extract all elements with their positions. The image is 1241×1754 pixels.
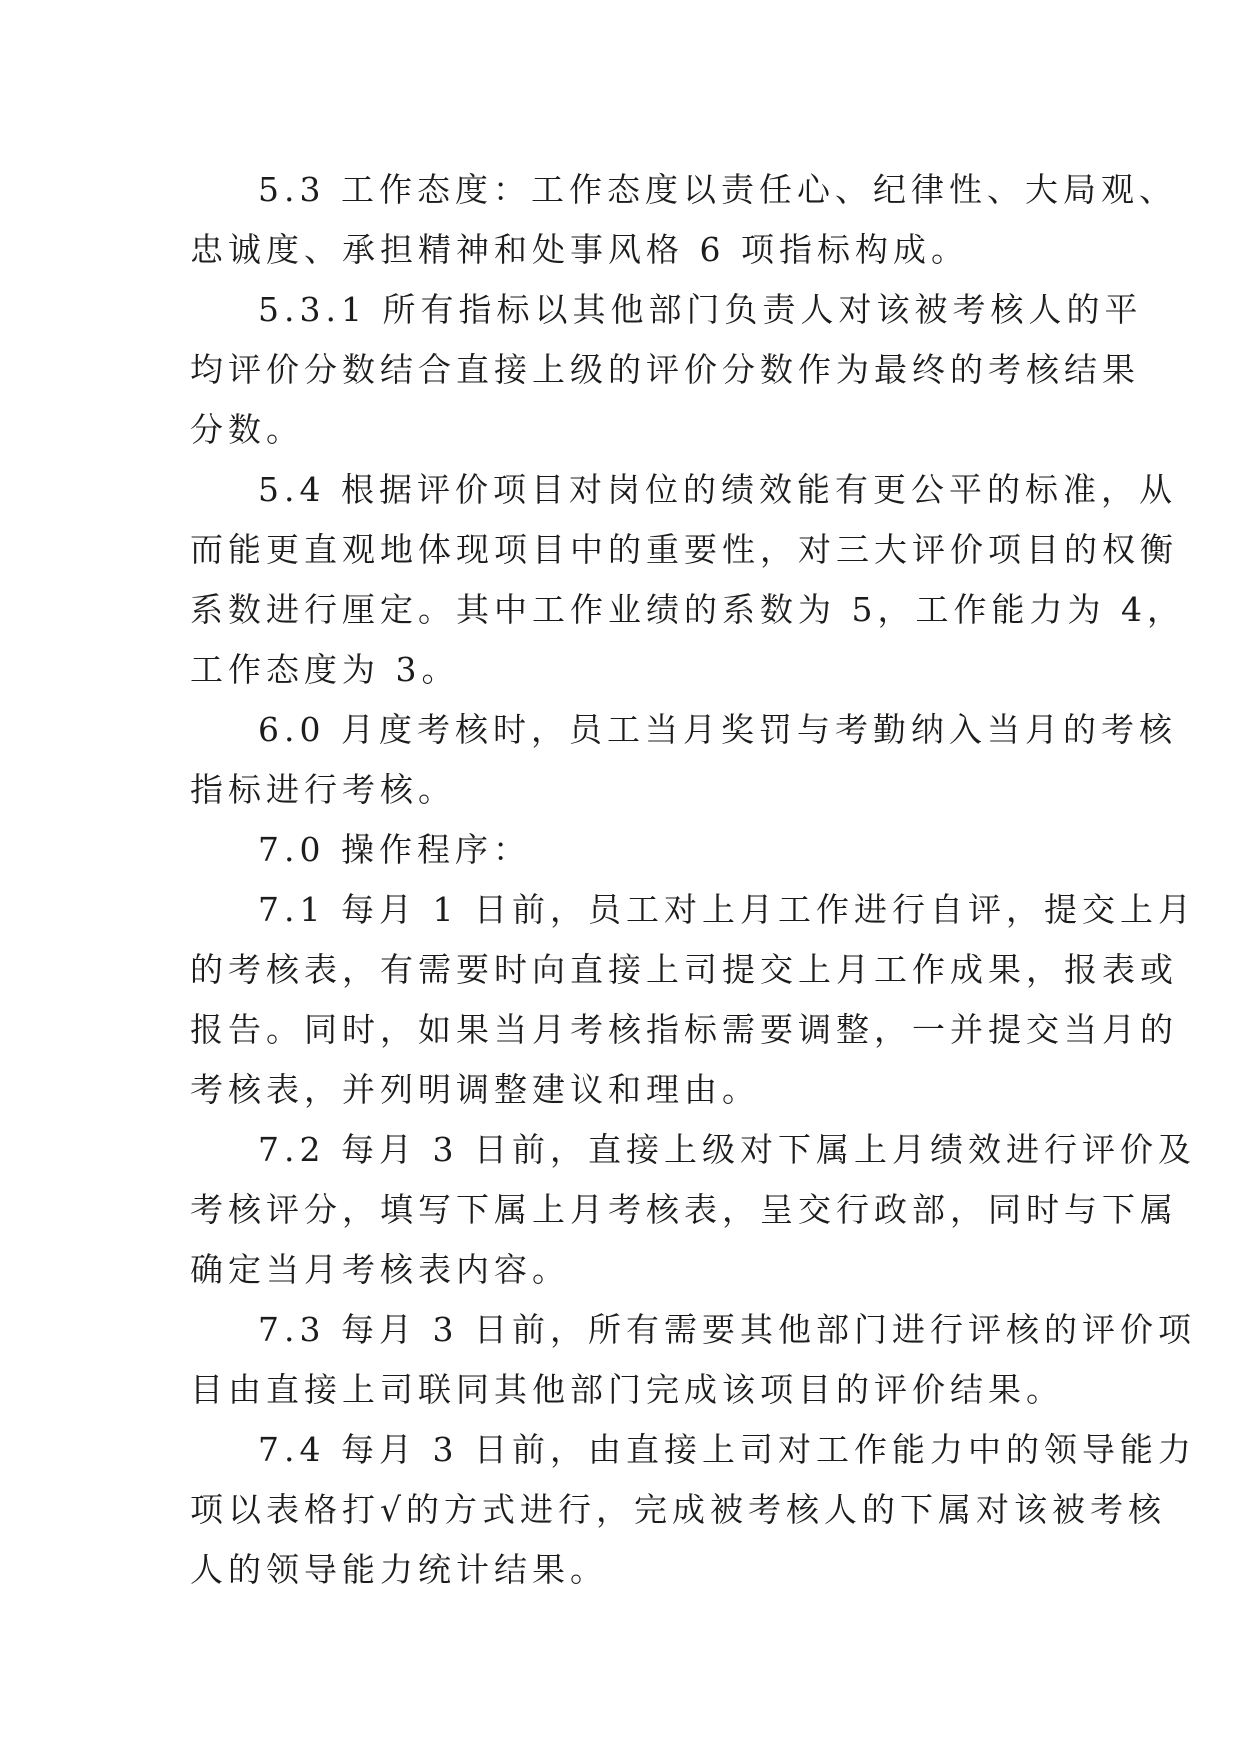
- text-line: 人的领导能力统计结果。: [190, 1550, 608, 1589]
- text-line: 5.3.1 所有指标以其他部门负责人对该被考核人的平: [258, 290, 1143, 329]
- text-line: 5.3 工作态度：工作态度以责任心、纪律性、大局观、: [258, 170, 1177, 209]
- text-line: 7.3 每月 3 日前，所有需要其他部门进行评核的评价项: [258, 1310, 1196, 1349]
- document-body: [190, 160, 1196, 1600]
- text-line: 系数进行厘定。其中工作业绩的系数为 5，工作能力为 4，: [190, 590, 1185, 629]
- text-line: 报告。同时，如果当月考核指标需要调整，一并提交当月的: [190, 1010, 1178, 1049]
- text-line: 7.1 每月 1 日前，员工对上月工作进行自评，提交上月: [258, 890, 1196, 929]
- text-line: 6.0 月度考核时，员工当月奖罚与考勤纳入当月的考核: [258, 710, 1177, 749]
- text-line: 项以表格打√的方式进行，完成被考核人的下属对该被考核: [190, 1490, 1167, 1529]
- text-line: 指标进行考核。: [190, 770, 456, 809]
- text-line: 7.2 每月 3 日前，直接上级对下属上月绩效进行评价及: [258, 1130, 1196, 1169]
- paragraph-7-1: [190, 880, 1196, 1120]
- text-line: 均评价分数结合直接上级的评价分数作为最终的考核结果: [190, 350, 1140, 389]
- text-line: 确定当月考核表内容。: [190, 1250, 570, 1289]
- paragraph-5-3: [190, 160, 1177, 280]
- paragraph-5-4: [190, 460, 1185, 700]
- text-line: 的考核表，有需要时向直接上司提交上月工作成果，报表或: [190, 950, 1178, 989]
- paragraph-5-3-1: [190, 280, 1143, 460]
- text-line: 7.0 操作程序：: [258, 830, 531, 869]
- paragraph-7-4: [190, 1420, 1196, 1600]
- text-line: 工作态度为 3。: [190, 650, 460, 689]
- text-line: 考核评分，填写下属上月考核表，呈交行政部，同时与下属: [190, 1190, 1178, 1229]
- paragraph-6-0: [190, 700, 1177, 820]
- text-line: 5.4 根据评价项目对岗位的绩效能有更公平的标准，从: [258, 470, 1177, 509]
- paragraph-7-0: [190, 820, 1070, 880]
- text-line: 而能更直观地体现项目中的重要性，对三大评价项目的权衡: [190, 530, 1178, 569]
- text-line: 7.4 每月 3 日前，由直接上司对工作能力中的领导能力: [258, 1430, 1196, 1469]
- text-line: 目由直接上司联同其他部门完成该项目的评价结果。: [190, 1370, 1064, 1409]
- text-line: 考核表，并列明调整建议和理由。: [190, 1070, 760, 1109]
- text-line: 忠诚度、承担精神和处事风格 6 项指标构成。: [190, 230, 969, 269]
- paragraph-7-2: [190, 1120, 1196, 1300]
- paragraph-7-3: [190, 1300, 1196, 1420]
- text-line: 分数。: [190, 410, 304, 449]
